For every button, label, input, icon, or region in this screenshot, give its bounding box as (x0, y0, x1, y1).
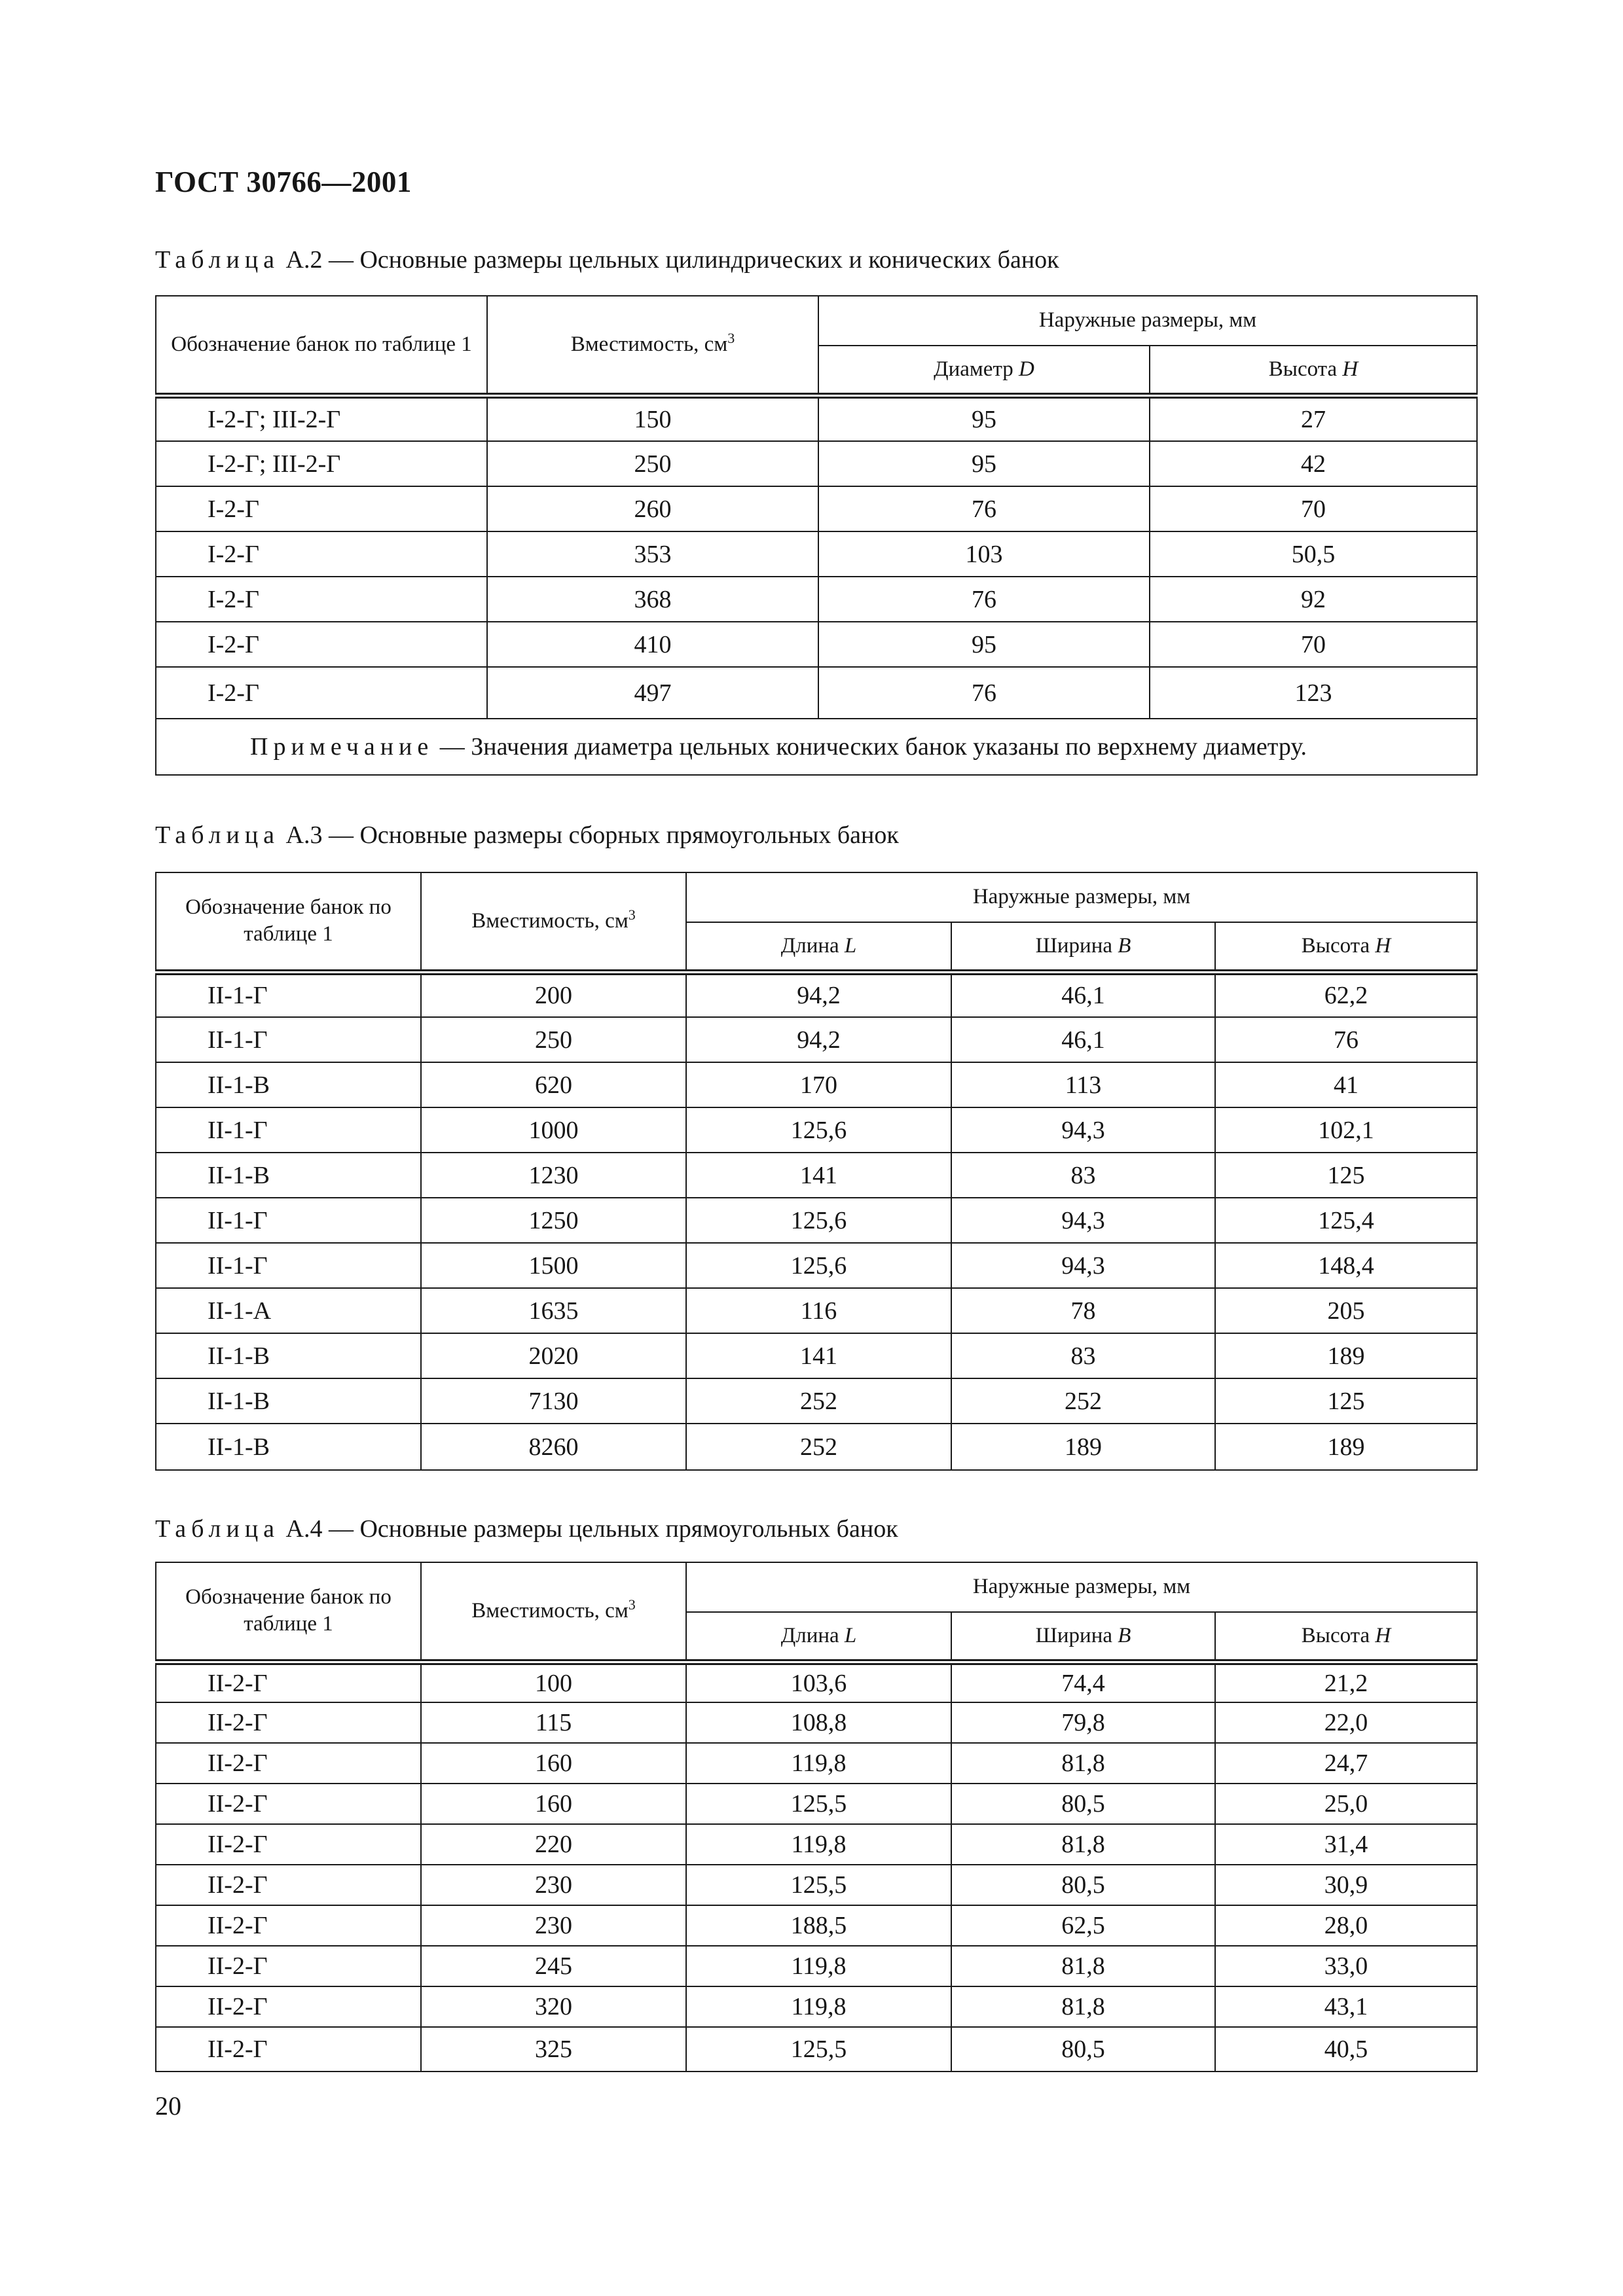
table-a4-caption (155, 1515, 898, 1543)
table-row: II-2-Г 230 125,5 80,5 30,9 (156, 1865, 1477, 1905)
table-row: II-1-Г 250 94,2 46,1 76 (156, 1017, 1477, 1062)
table-row: I-2-Г 260 76 70 (156, 486, 1477, 531)
table-row: II-1-В 2020 141 83 189 (156, 1333, 1477, 1378)
caption-prefix: Таблица (155, 821, 280, 849)
table-row: II-1-В 620 170 113 41 (156, 1062, 1477, 1107)
table-row: II-2-Г 320 119,8 81,8 43,1 (156, 1986, 1477, 2027)
header-capacity: Вместимость, $см^3$ (421, 1562, 686, 1662)
note-text: — Значения диаметра цельных конических банок указаны по верхнему диаметру. (439, 733, 1307, 761)
header-capacity: Вместимость, $см^3$ (421, 872, 686, 972)
table-row: II-2-Г 160 125,5 80,5 25,0 (156, 1784, 1477, 1824)
table-row: II-2-Г 220 119,8 81,8 31,4 (156, 1824, 1477, 1865)
caption-text: А.4 — Основные размеры цельных прямоугольных банок (285, 1515, 898, 1543)
caption-text: А.3 — Основные размеры сборных прямоугольных банок (285, 821, 899, 849)
caption-text: А.2 — Основные размеры цельных цилиндрических и конических банок (285, 246, 1059, 274)
document-header: ГОСТ 30766—2001 (155, 166, 412, 198)
table-row: II-1-А 1635 116 78 205 (156, 1288, 1477, 1333)
header-outer-dimensions: Наружные размеры, мм (686, 872, 1477, 922)
header-designation: Обозначение банок по таблице 1 (156, 872, 421, 972)
table-row: II-1-Г 1500 125,6 94,3 148,4 (156, 1243, 1477, 1288)
header-outer-dimensions: Наружные размеры, мм (818, 296, 1477, 346)
table-row: II-2-Г 115 108,8 79,8 22,0 (156, 1702, 1477, 1743)
table-row: II-1-В 1230 141 83 125 (156, 1153, 1477, 1198)
table-row: II-2-Г 325 125,5 80,5 40,5 (156, 2027, 1477, 2072)
header-height: Высота H (1215, 1612, 1477, 1662)
table-row: I-2-Г 353 103 50,5 (156, 531, 1477, 577)
table-row: II-2-Г 230 188,5 62,5 28,0 (156, 1905, 1477, 1946)
page-number: 20 (155, 2091, 181, 2121)
table-a3-caption (155, 821, 899, 850)
table-row: II-1-В 8260 252 189 189 (156, 1424, 1477, 1470)
table-row: I-2-Г 368 76 92 (156, 577, 1477, 622)
header-length: Длина L (686, 922, 951, 972)
header-height: Высота H (1150, 346, 1477, 395)
table-row: I-2-Г; III-2-Г 150 95 27 (156, 395, 1477, 441)
table-row: II-2-Г 100 103,6 74,4 21,2 (156, 1662, 1477, 1702)
table-row: II-1-В 7130 252 252 125 (156, 1378, 1477, 1424)
table-row: I-2-Г; III-2-Г 250 95 42 (156, 441, 1477, 486)
header-diameter: Диаметр D (818, 346, 1150, 395)
table-note (156, 719, 1477, 775)
header-width: Ширина B (951, 1612, 1215, 1662)
header-designation: Обозначение банок по таблице 1 (156, 296, 487, 395)
table-row: II-1-Г 200 94,2 46,1 62,2 (156, 972, 1477, 1017)
table-a2-caption (155, 245, 1059, 274)
table-row: II-2-Г 160 119,8 81,8 24,7 (156, 1743, 1477, 1784)
header-outer-dimensions: Наружные размеры, мм (686, 1562, 1477, 1612)
table-row: I-2-Г 410 95 70 (156, 622, 1477, 667)
header-height: Высота H (1215, 922, 1477, 972)
table-row: II-1-Г 1000 125,6 94,3 102,1 (156, 1107, 1477, 1153)
header-width: Ширина B (951, 922, 1215, 972)
caption-prefix: Таблица (155, 1515, 280, 1543)
header-designation: Обозначение банок по таблице 1 (156, 1562, 421, 1662)
caption-prefix: Таблица (155, 246, 280, 274)
note-prefix: Примечание (250, 733, 434, 761)
header-capacity: Вместимость, $см^3$ (487, 296, 818, 395)
table-a3 (155, 872, 1478, 1471)
table-row: II-1-Г 1250 125,6 94,3 125,4 (156, 1198, 1477, 1243)
table-a2 (155, 295, 1478, 776)
header-length: Длина L (686, 1612, 951, 1662)
table-row: II-2-Г 245 119,8 81,8 33,0 (156, 1946, 1477, 1986)
table-a4 (155, 1562, 1478, 2072)
table-row: I-2-Г 497 76 123 (156, 667, 1477, 719)
